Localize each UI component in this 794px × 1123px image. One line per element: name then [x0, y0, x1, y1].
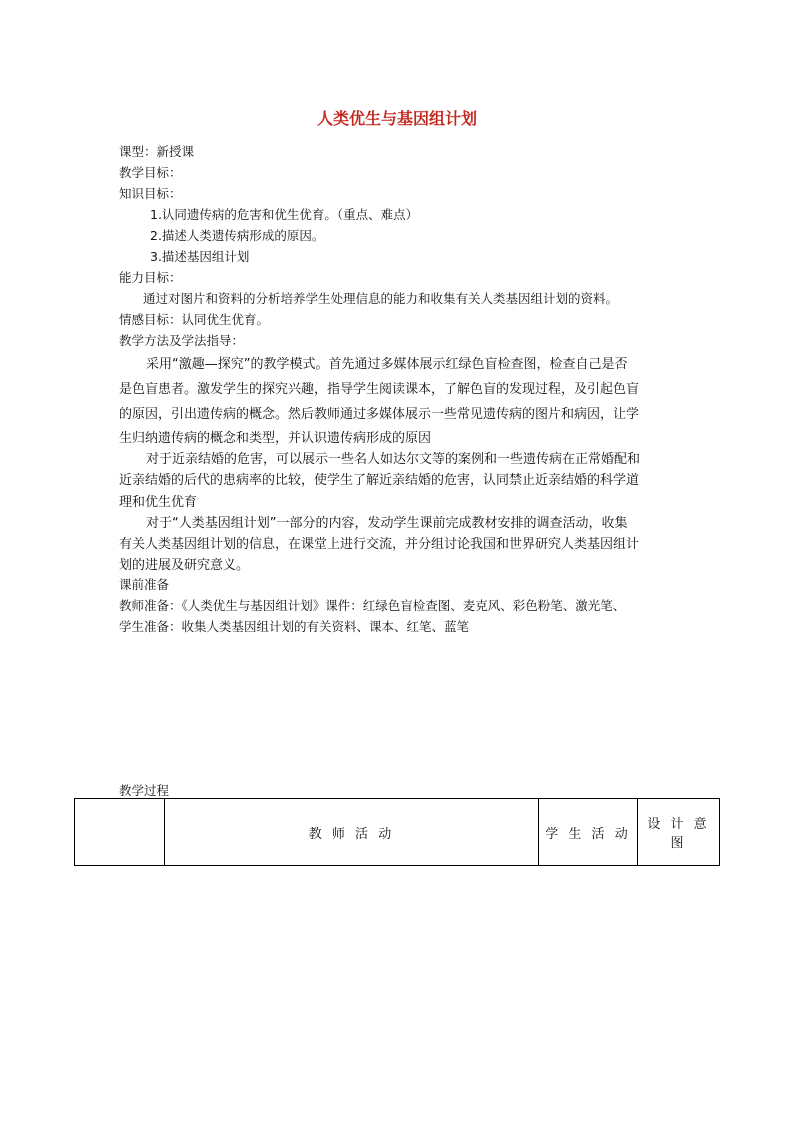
paragraph-line: 是色盲患者。激发学生的探究兴趣，指导学生阅读课本，了解色盲的发现过程，及引起色盲 [119, 382, 640, 397]
paragraph-line: 采用“激趣—探究”的教学模式。首先通过多媒体展示红绿色盲检查图，检查自己是否 [146, 357, 628, 372]
lesson-type: 课型：新授课 [119, 144, 195, 159]
prep-heading: 课前准备 [119, 577, 170, 592]
teacher-prep: 教师准备：《人类优生与基因组计划》课件：红绿色盲检查图、麦克风、彩色粉笔、激光笔、 [119, 598, 626, 613]
emotion-goals: 情感目标：认同优生优育。 [119, 312, 270, 327]
ability-text: 通过对图片和资料的分析培养学生处理信息的能力和收集有关人类基因组计划的资料。 [143, 291, 619, 306]
knowledge-goals-heading: 知识目标： [119, 186, 182, 201]
table-header-cell [75, 799, 165, 866]
process-heading: 教学过程 [119, 783, 170, 798]
ability-goals-heading: 能力目标： [119, 270, 182, 285]
paragraph-line: 有关人类基因组计划的信息，在课堂上进行交流，并分组讨论我国和世界研究人类基因组计 [119, 537, 640, 552]
paragraph-line: 对于“人类基因组计划”一部分的内容，发动学生课前完成教材安排的调查活动，收集 [146, 516, 628, 531]
goal-1: 1.认同遗传病的危害和优生优育。（重点、难点） [150, 207, 419, 222]
paragraph-line: 理和优生优育 [119, 495, 198, 510]
teaching-process-table [74, 798, 720, 866]
teaching-goals-heading: 教学目标： [119, 165, 182, 180]
paragraph-line: 的原因，引出遗传病的概念。然后教师通过多媒体展示一些常见遗传病的图片和病因，让学 [119, 407, 640, 422]
paragraph-line: 对于近亲结婚的危害，可以展示一些名人如达尔文等的案例和一些遗传病在正常婚配和 [146, 452, 641, 467]
methods-heading: 教学方法及学法指导： [119, 333, 245, 348]
goal-2: 2.描述人类遗传病形成的原因。 [150, 228, 325, 243]
table-header-cell: 设 计 意 图 [638, 799, 720, 866]
table-header-cell: 学 生 活 动 [539, 799, 638, 866]
paragraph-line: 生归纳遗传病的概念和类型，并认识遗传病形成的原因 [119, 431, 432, 446]
table-header-cell: 教 师 活 动 [165, 799, 539, 866]
table-row [75, 799, 720, 866]
paragraph-line: 近亲结婚的后代的患病率的比较，使学生了解近亲结婚的危害，认同禁止近亲结婚的科学道 [119, 473, 640, 488]
paragraph-line: 划的进展及研究意义。 [119, 558, 250, 573]
document-title: 人类优生与基因组计划 [316, 109, 477, 128]
goal-3: 3.描述基因组计划 [150, 249, 250, 264]
student-prep: 学生准备：收集人类基因组计划的有关资料、课本、红笔、蓝笔 [119, 619, 470, 634]
